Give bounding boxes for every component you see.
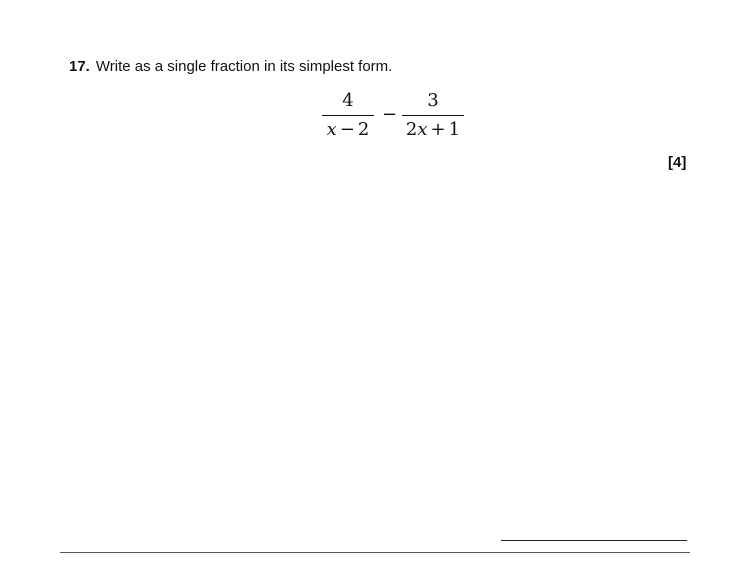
- page-divider: [60, 552, 690, 553]
- fraction-two-numerator: 3: [427, 90, 439, 111]
- fraction-two-bar: [402, 115, 464, 116]
- math-expression: [322, 90, 472, 148]
- denominator-operator: +: [430, 119, 446, 140]
- denominator-variable: x: [326, 119, 337, 140]
- denominator-variable: x: [417, 119, 428, 140]
- fraction-one-numerator: 4: [342, 90, 354, 111]
- marks-label: [4]: [668, 154, 687, 171]
- denominator-operator: −: [339, 119, 355, 140]
- fraction-two-denominator: [402, 118, 464, 142]
- fraction-two: [402, 90, 464, 142]
- question-prompt: Write as a single fraction in its simplest form.: [95, 58, 393, 75]
- question-number: 17.: [69, 58, 90, 75]
- question-text: [69, 58, 392, 76]
- denominator-constant: 1: [448, 119, 461, 140]
- fraction-one-bar: [322, 115, 374, 116]
- fraction-one-denominator: [322, 118, 374, 142]
- subtraction-operator: −: [382, 104, 398, 125]
- answer-line: [501, 540, 687, 541]
- denominator-constant: 2: [357, 119, 370, 140]
- denominator-coefficient: 2: [405, 119, 418, 140]
- fraction-one: [322, 90, 374, 142]
